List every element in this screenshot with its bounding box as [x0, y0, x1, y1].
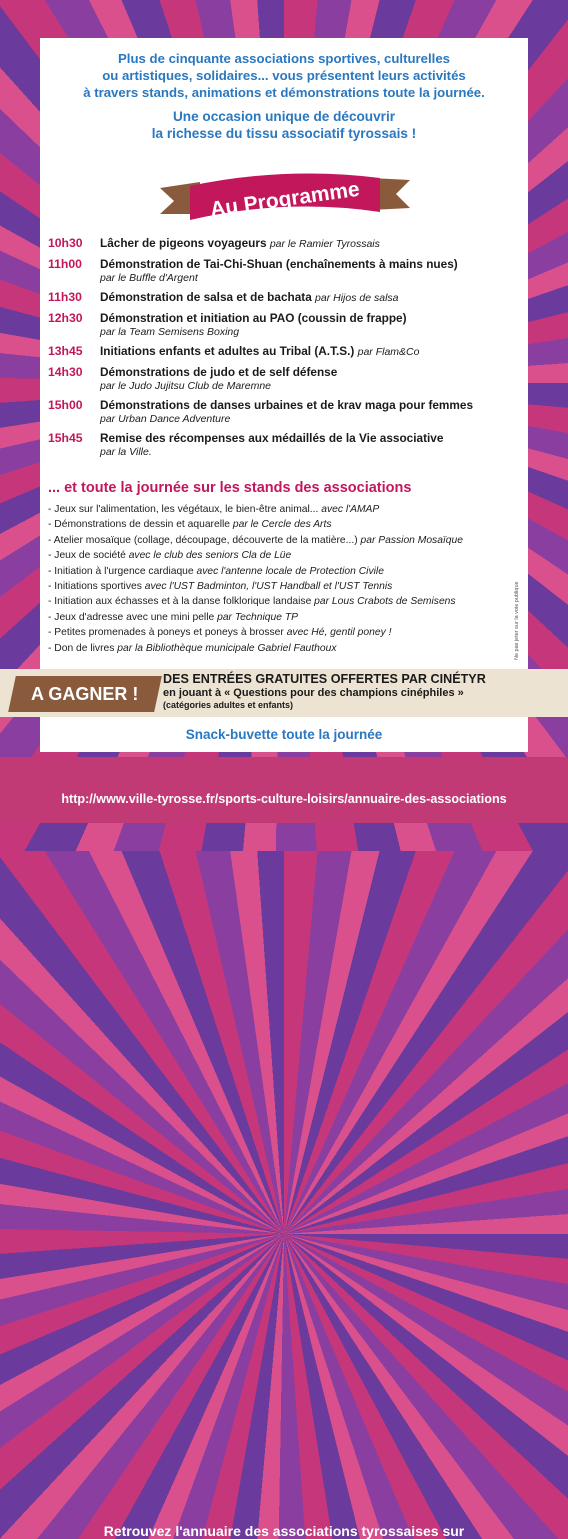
list-item: - Don de livres par la Bibliothèque municipale Gabriel Fauthoux: [48, 642, 337, 654]
schedule-title: Démonstrations de danses urbaines et de krav maga pour femmes: [100, 398, 474, 412]
schedule-time: 10h30: [48, 236, 83, 250]
prize-text: [163, 672, 523, 711]
schedule-title: Remise des récompenses aux médaillés de la Vie associative: [100, 431, 444, 445]
list-item: - Initiations sportives avec l'UST Badminton, l'UST Handball et l'UST Tennis: [48, 581, 393, 593]
schedule-time: 12h30: [48, 311, 83, 325]
list-item: - Démonstrations de dessin et aquarelle par le Cercle des Arts: [48, 519, 332, 531]
intro-text: [40, 50, 528, 142]
schedule-list: [48, 236, 524, 464]
prize-line: en jouant à « Questions pour des champions cinéphiles »: [163, 687, 464, 699]
legal-note: Ne pas jeter sur la voie publique: [514, 581, 520, 660]
schedule-by: par la Team Semisens Boxing: [100, 326, 240, 338]
schedule-by: par le Buffle d'Argent: [100, 272, 198, 284]
schedule-time: 14h30: [48, 365, 83, 379]
schedule-row: [48, 431, 524, 459]
schedule-row: [48, 290, 524, 306]
schedule-time: 11h00: [48, 257, 82, 271]
schedule-time: 11h30: [48, 290, 82, 304]
schedule-title: Démonstration de salsa et de bachata: [100, 290, 312, 304]
list-item: - Initiation à l'urgence cardiaque avec l'antenne locale de Protection Civile: [48, 565, 384, 577]
list-item: - Jeux de société avec le club des seniors Cla de Lüe: [48, 550, 292, 562]
schedule-by: par Flam&Co: [357, 346, 420, 358]
schedule-row: [48, 311, 524, 339]
list-item: - Petites promenades à poneys et poneys à brosser avec Hé, gentil poney !: [48, 627, 392, 639]
schedule-title: Démonstration et initiation au PAO (coussin de frappe): [100, 311, 407, 325]
schedule-time: 13h45: [48, 344, 83, 358]
list-item: - Jeux sur l'alimentation, les végétaux, le bien-être animal... avec l'AMAP: [48, 504, 380, 515]
schedule-row: [48, 398, 524, 426]
schedule-row: [48, 344, 524, 360]
prize-badge: A GAGNER !: [8, 676, 162, 712]
intro-highlight: la richesse du tissu associatif tyrossais !: [151, 126, 417, 141]
schedule-by: par Hijos de salsa: [315, 292, 399, 304]
schedule-by: par le Judo Jujitsu Club de Maremne: [100, 380, 272, 392]
prize-line: (catégories adultes et enfants): [163, 700, 294, 710]
schedule-row: [48, 236, 524, 252]
snack-note: Snack-buvette toute la journée: [185, 727, 383, 742]
schedule-title: Lâcher de pigeons voyageurs: [100, 236, 267, 250]
schedule-time: 15h45: [48, 431, 83, 445]
intro-line: à travers stands, animations et démonstrations toute la journée.: [83, 85, 485, 100]
footer-url-link[interactable]: http://www.ville-tyrosse.fr/sports-culture-loisirs/annuaire-des-associations: [61, 792, 507, 806]
schedule-by: par le Ramier Tyrossais: [269, 238, 380, 250]
schedule-by: par la Ville.: [100, 446, 152, 458]
schedule-title: Initiations enfants et adultes au Tribal (A.T.S.): [100, 344, 355, 358]
footer-text: Retrouvez l'annuaire des associations tyrossaises sur: [103, 1523, 465, 1539]
list-item: - Atelier mosaïque (collage, découpage, découverte de la matière...) par Passion Mosaïque: [48, 534, 463, 546]
intro-highlight: Une occasion unique de découvrir: [172, 109, 396, 124]
stands-list: [48, 502, 518, 656]
schedule-row: [48, 257, 524, 285]
intro-line: Plus de cinquante associations sportives, culturelles: [118, 51, 450, 66]
prize-line: DES ENTRÉES GRATUITES OFFERTES PAR CINÉTYR: [163, 672, 486, 686]
schedule-title: Démonstrations de judo et de self défense: [100, 365, 338, 379]
list-item: - Initiation aux échasses et à la danse folklorique landaise par Lous Crabots de Semisens: [48, 596, 456, 608]
schedule-time: 15h00: [48, 398, 83, 412]
list-item: - Jeux d'adresse avec une mini pelle par Technique TP: [48, 611, 298, 623]
stands-title: ... et toute la journée sur les stands des associations: [48, 480, 412, 496]
intro-line: ou artistiques, solidaires... vous présentent leurs activités: [102, 68, 466, 83]
programme-banner-label: Au Programme: [208, 177, 362, 222]
schedule-row: [48, 365, 524, 393]
schedule-by: par Urban Dance Adventure: [100, 413, 231, 425]
schedule-title: Démonstration de Tai-Chi-Shuan (enchaînements à mains nues): [100, 257, 458, 271]
programme-banner: [160, 168, 410, 228]
